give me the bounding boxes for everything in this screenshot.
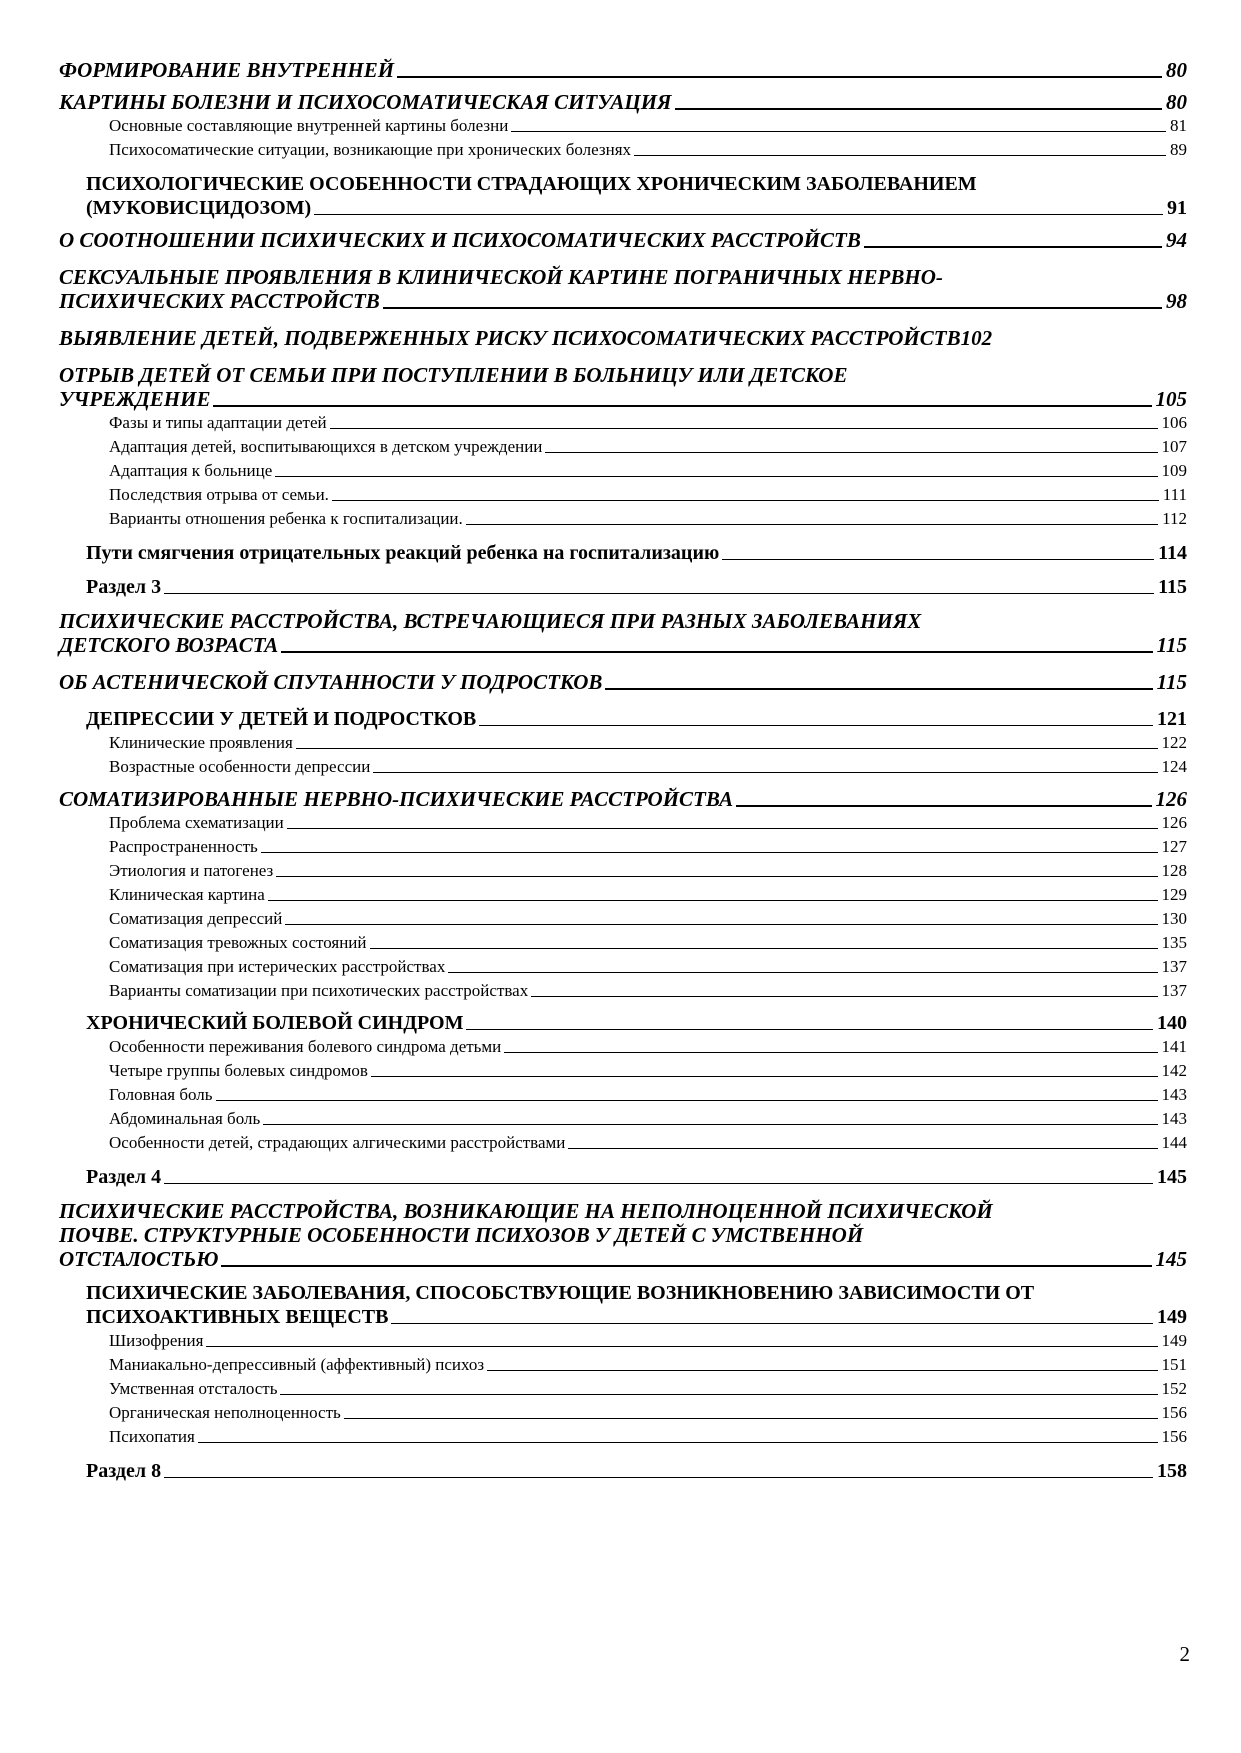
- entry-title: Абдоминальная боль: [109, 1109, 261, 1128]
- dot-leader: [276, 876, 1157, 877]
- dot-leader: [164, 1477, 1153, 1478]
- entry-title: Психопатия: [109, 1427, 195, 1446]
- toc-entry-level3[interactable]: [59, 755, 1187, 779]
- entry-page: 121: [1157, 708, 1187, 730]
- toc-entry-level1[interactable]: [59, 228, 1187, 252]
- entry-page: 126: [1161, 813, 1187, 832]
- toc-entry-level1[interactable]: [59, 609, 1187, 657]
- dot-leader: [397, 76, 1162, 78]
- entry-page: 105: [1155, 387, 1187, 411]
- entry-title: Умственная отсталость: [109, 1379, 278, 1398]
- dot-leader: [314, 214, 1163, 215]
- dot-leader: [198, 1442, 1158, 1443]
- toc-entry-level1[interactable]: [59, 787, 1187, 811]
- entry-page: 109: [1161, 461, 1187, 480]
- toc-entry-level1[interactable]: [59, 1199, 1187, 1271]
- entry-page: 112: [1162, 509, 1187, 528]
- entry-title: Соматизация депрессий: [109, 909, 283, 928]
- entry-title: КАРТИНЫ БОЛЕЗНИ И ПСИХОСОМАТИЧЕСКАЯ СИТУАЦИЯ: [59, 90, 672, 114]
- dot-leader: [344, 1418, 1158, 1419]
- entry-page: 129: [1161, 885, 1187, 904]
- entry-page: 143: [1161, 1085, 1187, 1104]
- toc-entry-level2[interactable]: [59, 1011, 1187, 1035]
- entry-title: Раздел 4: [86, 1166, 162, 1188]
- dot-leader: [511, 131, 1166, 132]
- dot-leader: [466, 1029, 1153, 1030]
- entry-page: 137: [1161, 957, 1187, 976]
- toc-entry-level3[interactable]: [59, 1401, 1187, 1425]
- entry-title: Головная боль: [109, 1085, 213, 1104]
- dot-leader: [216, 1100, 1158, 1101]
- dot-leader: [281, 651, 1152, 653]
- entry-page: 111: [1162, 485, 1187, 504]
- entry-page: 141: [1161, 1037, 1187, 1056]
- entry-title-line: ПСИХОАКТИВНЫХ ВЕЩЕСТВ: [86, 1306, 389, 1328]
- entry-title: Четыре группы болевых синдромов: [109, 1061, 368, 1080]
- toc-entry-level3[interactable]: [59, 1377, 1187, 1401]
- dot-leader: [287, 828, 1158, 829]
- dot-leader: [531, 996, 1157, 997]
- entry-title-line: СЕКСУАЛЬНЫЕ ПРОЯВЛЕНИЯ В КЛИНИЧЕСКОЙ КАРТИНЕ ПОГРАНИЧНЫХ НЕРВНО-: [59, 265, 943, 289]
- entry-title-line: (МУКОВИСЦИДОЗОМ): [86, 197, 312, 219]
- entry-page: 102: [960, 326, 993, 350]
- toc-entry-level3[interactable]: [59, 114, 1187, 138]
- entry-title: ДЕПРЕССИИ У ДЕТЕЙ И ПОДРОСТКОВ: [86, 708, 477, 730]
- entry-title: Клиническая картина: [109, 885, 265, 904]
- entry-page: 115: [1156, 633, 1187, 657]
- dot-leader: [275, 476, 1157, 477]
- dot-leader: [448, 972, 1157, 973]
- entry-title: Клинические проявления: [109, 733, 293, 752]
- toc-entry-level3[interactable]: [59, 411, 1187, 435]
- entry-title: Адаптация детей, воспитывающихся в детском учреждении: [109, 437, 543, 456]
- entry-page: 115: [1156, 670, 1187, 694]
- entry-page: 158: [1157, 1460, 1187, 1482]
- entry-title: Основные составляющие внутренней картины болезни: [109, 116, 509, 135]
- entry-page: 151: [1161, 1355, 1187, 1374]
- entry-page: 80: [1166, 90, 1187, 114]
- entry-page: 127: [1161, 837, 1187, 856]
- entry-page: 98: [1166, 289, 1187, 313]
- dot-leader: [504, 1052, 1157, 1053]
- entry-title: Адаптация к больнице: [109, 461, 273, 480]
- toc-entry-level3[interactable]: [59, 979, 1187, 1003]
- entry-page: 126: [1155, 787, 1187, 811]
- entry-page: 143: [1161, 1109, 1187, 1128]
- entry-title-line: ОТРЫВ ДЕТЕЙ ОТ СЕМЬИ ПРИ ПОСТУПЛЕНИИ В БОЛЬНИЦУ ИЛИ ДЕТСКОЕ: [59, 363, 848, 387]
- entry-title: Органическая неполноценность: [109, 1403, 341, 1422]
- toc-entry-level3[interactable]: [59, 1059, 1187, 1083]
- toc-entry-level1[interactable]: [59, 58, 1187, 82]
- entry-page: 94: [1166, 228, 1187, 252]
- entry-title: Пути смягчения отрицательных реакций ребенка на госпитализацию: [86, 542, 720, 564]
- entry-title: Шизофрения: [109, 1331, 204, 1350]
- toc-entry-level3[interactable]: [59, 835, 1187, 859]
- entry-title: ХРОНИЧЕСКИЙ БОЛЕВОЙ СИНДРОМ: [86, 1012, 464, 1034]
- dot-leader: [383, 307, 1162, 309]
- toc-entry-level3[interactable]: [59, 883, 1187, 907]
- toc-entry-level2[interactable]: [59, 707, 1187, 731]
- entry-page: 142: [1161, 1061, 1187, 1080]
- toc-entry-level3[interactable]: [59, 731, 1187, 755]
- toc-entry-level3[interactable]: [59, 859, 1187, 883]
- dot-leader: [213, 405, 1151, 407]
- dot-leader: [487, 1370, 1157, 1371]
- entry-page: 80: [1166, 58, 1187, 82]
- entry-title: ВЫЯВЛЕНИЕ ДЕТЕЙ, ПОДВЕРЖЕННЫХ РИСКУ ПСИХОСОМАТИЧЕСКИХ РАССТРОЙСТВ: [59, 326, 961, 350]
- dot-leader: [280, 1394, 1157, 1395]
- dot-leader: [296, 748, 1158, 749]
- dot-leader: [479, 725, 1153, 726]
- dot-leader: [261, 852, 1158, 853]
- toc-entry-level3[interactable]: [59, 138, 1187, 162]
- dot-leader: [164, 1183, 1153, 1184]
- toc-entry-level3[interactable]: [59, 1353, 1187, 1377]
- entry-page: 106: [1161, 413, 1187, 432]
- entry-title: Проблема схематизации: [109, 813, 284, 832]
- entry-title: Последствия отрыва от семьи.: [109, 485, 329, 504]
- toc-entry-level3[interactable]: [59, 459, 1187, 483]
- toc-entry-section[interactable]: [59, 1165, 1187, 1189]
- entry-page: 124: [1161, 757, 1187, 776]
- entry-title: О СООТНОШЕНИИ ПСИХИЧЕСКИХ И ПСИХОСОМАТИЧЕСКИХ РАССТРОЙСТВ: [59, 228, 861, 252]
- toc-entry-level3[interactable]: [59, 955, 1187, 979]
- entry-page: 152: [1161, 1379, 1187, 1398]
- toc-entry-level2[interactable]: [59, 541, 1187, 565]
- toc-entry-level1[interactable]: [59, 670, 1187, 694]
- entry-page: 107: [1161, 437, 1187, 456]
- entry-title: Фазы и типы адаптации детей: [109, 413, 327, 432]
- entry-title: Психосоматические ситуации, возникающие при хронических болезнях: [109, 140, 632, 159]
- entry-title-line: ПСИХОЛОГИЧЕСКИЕ ОСОБЕННОСТИ СТРАДАЮЩИХ ХРОНИЧЕСКИМ ЗАБОЛЕВАНИЕМ: [86, 173, 977, 195]
- entry-page: 149: [1157, 1306, 1187, 1328]
- entry-page: 81: [1170, 116, 1187, 135]
- entry-page: 91: [1167, 197, 1187, 219]
- dot-leader: [330, 428, 1158, 429]
- toc-entry-level3[interactable]: [59, 1107, 1187, 1131]
- entry-title-line: ПОЧВЕ. СТРУКТУРНЫЕ ОСОБЕННОСТИ ПСИХОЗОВ У ДЕТЕЙ С УМСТВЕННОЙ: [59, 1223, 864, 1247]
- entry-title-line: ПСИХИЧЕСКИХ РАССТРОЙСТВ: [59, 289, 380, 313]
- dot-leader: [675, 108, 1163, 110]
- page-number: 2: [1179, 1642, 1190, 1666]
- entry-title: Варианты отношения ребенка к госпитализации.: [109, 509, 463, 528]
- entry-title-line: ДЕТСКОГО ВОЗРАСТА: [59, 633, 279, 657]
- toc-entry-level3[interactable]: [59, 1131, 1187, 1155]
- dot-leader: [206, 1346, 1157, 1347]
- toc-entry-level1[interactable]: [59, 90, 1187, 114]
- dot-leader: [722, 559, 1154, 560]
- dot-leader: [545, 452, 1157, 453]
- toc-entry-level3[interactable]: [59, 507, 1187, 531]
- toc-entry-level1[interactable]: [59, 265, 1187, 313]
- entry-page: 140: [1157, 1012, 1187, 1034]
- dot-leader: [568, 1148, 1157, 1149]
- dot-leader: [164, 593, 1154, 594]
- dot-leader: [268, 900, 1158, 901]
- entry-title: Маниакально-депрессивный (аффективный) психоз: [109, 1355, 485, 1374]
- entry-title: Варианты соматизации при психотических расстройствах: [109, 981, 529, 1000]
- entry-title: Особенности детей, страдающих алгическими расстройствами: [109, 1133, 566, 1152]
- entry-title: Раздел 8: [86, 1460, 162, 1482]
- entry-title: Особенности переживания болевого синдрома детьми: [109, 1037, 502, 1056]
- entry-page: 145: [1155, 1247, 1187, 1271]
- dot-leader: [332, 500, 1159, 501]
- entry-page: 144: [1161, 1133, 1187, 1152]
- dot-leader: [605, 688, 1152, 690]
- entry-title: ФОРМИРОВАНИЕ ВНУТРЕННЕЙ: [59, 58, 395, 82]
- entry-title: Раздел 3: [86, 576, 162, 598]
- entry-title-line: ПСИХИЧЕСКИЕ ЗАБОЛЕВАНИЯ, СПОСОБСТВУЮЩИЕ ВОЗНИКНОВЕНИЮ ЗАВИСИМОСТИ ОТ: [86, 1282, 1035, 1304]
- toc-entry-level3[interactable]: [59, 907, 1187, 931]
- entry-page: 156: [1161, 1427, 1187, 1446]
- entry-page: 145: [1157, 1166, 1187, 1188]
- entry-title-line: ПСИХИЧЕСКИЕ РАССТРОЙСТВА, ВСТРЕЧАЮЩИЕСЯ ПРИ РАЗНЫХ ЗАБОЛЕВАНИЯХ: [59, 609, 922, 633]
- dot-leader: [373, 772, 1157, 773]
- entry-title: Этиология и патогенез: [109, 861, 274, 880]
- dot-leader: [370, 948, 1158, 949]
- entry-page: 135: [1161, 933, 1187, 952]
- toc-entry-level1[interactable]: [59, 363, 1187, 411]
- entry-page: 89: [1170, 140, 1187, 159]
- toc-entry-level3[interactable]: [59, 483, 1187, 507]
- entry-page: 156: [1161, 1403, 1187, 1422]
- toc-entry-level3[interactable]: [59, 435, 1187, 459]
- entry-title: Соматизация тревожных состояний: [109, 933, 367, 952]
- dot-leader: [285, 924, 1157, 925]
- entry-title: ОБ АСТЕНИЧЕСКОЙ СПУТАННОСТИ У ПОДРОСТКОВ: [59, 670, 603, 694]
- dot-leader: [466, 524, 1158, 525]
- table-of-contents: [59, 58, 1187, 1483]
- toc-entry-level3[interactable]: [59, 931, 1187, 955]
- entry-page: 137: [1161, 981, 1187, 1000]
- toc-entry-level3[interactable]: [59, 1425, 1187, 1449]
- entry-page: 128: [1161, 861, 1187, 880]
- toc-entry-level2[interactable]: [59, 1281, 1187, 1329]
- dot-leader: [221, 1265, 1151, 1267]
- toc-entry-level1[interactable]: [59, 326, 1187, 350]
- toc-entry-level2[interactable]: [59, 172, 1187, 220]
- entry-page: 130: [1161, 909, 1187, 928]
- dot-leader: [391, 1323, 1153, 1324]
- toc-entry-level3[interactable]: [59, 1083, 1187, 1107]
- entry-page: 149: [1161, 1331, 1187, 1350]
- entry-page: 122: [1161, 733, 1187, 752]
- entry-title-line: ОТСТАЛОСТЬЮ: [59, 1247, 219, 1271]
- entry-title-line: УЧРЕЖДЕНИЕ: [59, 387, 211, 411]
- toc-entry-section[interactable]: [59, 575, 1187, 599]
- dot-leader: [736, 805, 1151, 807]
- entry-title-line: ПСИХИЧЕСКИЕ РАССТРОЙСТВА, ВОЗНИКАЮЩИЕ НА НЕПОЛНОЦЕННОЙ ПСИХИЧЕСКОЙ: [59, 1199, 993, 1223]
- entry-title: Возрастные особенности депрессии: [109, 757, 371, 776]
- toc-entry-level3[interactable]: [59, 811, 1187, 835]
- toc-entry-level3[interactable]: [59, 1035, 1187, 1059]
- entry-title: Соматизация при истерических расстройствах: [109, 957, 446, 976]
- entry-title: Распространенность: [109, 837, 258, 856]
- entry-page: 114: [1158, 542, 1187, 564]
- toc-entry-section[interactable]: [59, 1459, 1187, 1483]
- entry-page: 115: [1158, 576, 1187, 598]
- dot-leader: [371, 1076, 1158, 1077]
- entry-title: СОМАТИЗИРОВАННЫЕ НЕРВНО-ПСИХИЧЕСКИЕ РАССТРОЙСТВА: [59, 787, 734, 811]
- dot-leader: [263, 1124, 1157, 1125]
- dot-leader: [864, 246, 1162, 248]
- dot-leader: [634, 155, 1166, 156]
- toc-entry-level3[interactable]: [59, 1329, 1187, 1353]
